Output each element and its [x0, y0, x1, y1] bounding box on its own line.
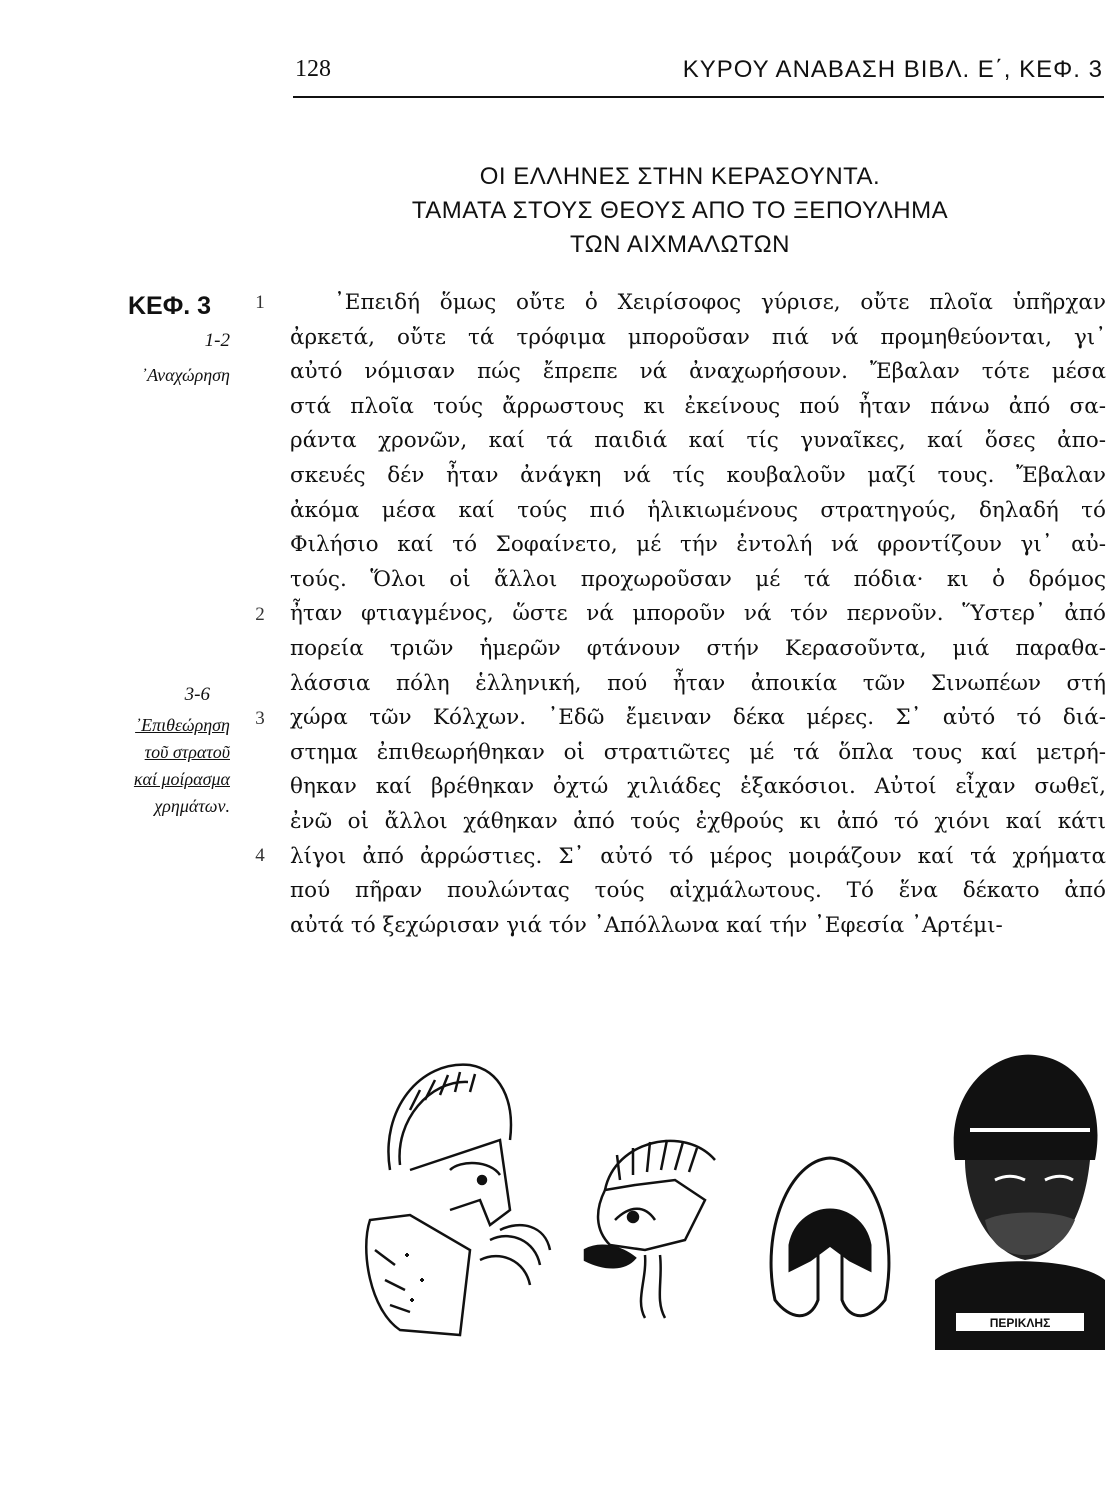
page-number: 128: [295, 56, 331, 82]
margin-topic-2-line-4: χρημάτων.: [154, 796, 230, 816]
section-number-1: 1: [255, 292, 265, 313]
running-title: ΚΥΡΟΥ ΑΝΑΒΑΣΗ ΒΙΒΛ. Ε΄, ΚΕΦ. 3: [682, 56, 1103, 83]
body-line: στά πλοῖα τούς ἄρρωστους κι ἐκείνους πού ἦταν πάνω ἀπό σα-: [290, 393, 1106, 419]
body-line: λίγοι ἀπό ἀρρώστιες. Σ᾿ αὐτό τό μέρος μοιράζουν καί τά χρήματα: [290, 843, 1106, 869]
chapter-title: [330, 160, 1030, 262]
page-header: [295, 56, 1103, 92]
chapter-title-line-2: ΤΑΜΑΤΑ ΣΤΟΥΣ ΘΕΟΥΣ ΑΠΟ ΤΟ ΞΕΠΟΥΛΗΜΑ: [411, 197, 949, 224]
body-line: πορεία τριῶν ἡμερῶν φτάνουν στήν Κερασοῦντα, μιά παραθα-: [290, 635, 1106, 661]
illustrations: [350, 1050, 1110, 1350]
chapter-title-line-3: ΤΩΝ ΑΙΧΜΑΛΩΤΩΝ: [570, 231, 790, 258]
margin-chapter-label: ΚΕΦ. 3: [128, 292, 212, 320]
body-line: Φιλήσιο καί τό Σοφαίνετο, μέ τήν ἐντολή νά φροντίζουν γι᾿ αὐ-: [290, 532, 1106, 558]
margin-topic-2: [60, 712, 230, 820]
body-line: πού πῆραν πουλώντας τούς αἰχμάλωτους. Τό ἕνα δέκατο ἀπό: [290, 878, 1106, 904]
body-line: τούς. Ὅλοι οἱ ἄλλοι προχωροῦσαν μέ τά πόδια· κι ὁ δρόμος: [290, 566, 1106, 592]
body-line: λάσσια πόλη ἑλληνική, πού ἦταν ἀποικία τῶν Σινωπέων στή: [290, 670, 1106, 696]
body-line: σκευές δέν ἦταν ἀνάγκη νά τίς κουβαλοῦν μαζί τους. Ἔβαλαν: [290, 462, 1106, 488]
body-line: αὐτό νόμισαν πώς ἔπρεπε νά ἀναχωρήσουν. Ἔβαλαν τότε μέσα: [290, 359, 1106, 385]
margin-range-2: 3-6: [184, 684, 210, 705]
body-line: στημα ἐπιθεωρήθηκαν οἱ στρατιῶτες μέ τά ὅπλα τους καί μετρή-: [290, 739, 1106, 765]
corinthian-helmet-illustration: [760, 1150, 900, 1330]
margin-range-1: 1-2: [204, 330, 230, 351]
pericles-bust-illustration: [925, 1050, 1110, 1350]
bust-inscription: ΠΕΡΙΚΛΗΣ: [989, 1316, 1051, 1330]
body-line: ράντα χρονῶν, καί τά παιδιά καί τίς γυναῖκες, καί ὅσες ἀπο-: [290, 428, 1106, 454]
body-text: [290, 286, 1106, 943]
header-rule: [293, 96, 1104, 98]
body-line: θηκαν καί βρέθηκαν ὀχτώ χιλιάδες ἑξακόσιοι. Αὐτοί εἶχαν σωθεῖ,: [290, 774, 1106, 800]
body-line: ᾿Επειδή ὅμως οὔτε ὁ Χειρίσοφος γύρισε, οὔτε πλοῖα ὑπῆρχαν: [334, 290, 1106, 315]
margin-topic-1: ᾿Αναχώρηση: [141, 365, 230, 385]
margin-topic-2-line-1: ᾿Επιθεώρηση: [135, 715, 230, 735]
body-line: αὐτά τό ξεχώρισαν γιά τόν ᾿Απόλλωνα καί τήν ᾿Εφεσία ᾿Αρτέμι-: [290, 912, 1003, 938]
body-line: ἀκόμα μέσα καί τούς πιό ἡλικιωμένους στρατηγούς, δηλαδή τό: [290, 497, 1106, 523]
margin-topic-2-line-3: καί μοίρασμα: [133, 769, 230, 789]
margin-topic-2-line-2: τοῦ στρατοῦ: [144, 742, 230, 762]
warrior-figure-illustration: [350, 1050, 560, 1350]
body-line: ἀρκετά, οὔτε τά τρόφιμα μποροῦσαν πιά νά προμηθεύονται, γι᾿: [290, 324, 1106, 350]
chapter-title-line-1: ΟΙ ΕΛΛΗΝΕΣ ΣΤΗΝ ΚΕΡΑΣΟΥΝΤΑ.: [479, 163, 881, 190]
section-number-4: 4: [255, 845, 265, 866]
body-line: χώρα τῶν Κόλχων. ᾿Εδῶ ἔμειναν δέκα μέρες. Σ᾿ αὐτό τό διά-: [290, 705, 1106, 731]
section-number-2: 2: [255, 604, 265, 625]
body-line: ἦταν φτιαγμένος, ὥστε νά μποροῦν νά τόν περνοῦν. Ὕστερ᾿ ἀπό: [290, 601, 1106, 627]
helmeted-head-profile-illustration: [575, 1120, 725, 1320]
body-line: ἐνῶ οἱ ἄλλοι χάθηκαν ἀπό τούς ἐχθρούς κι ἀπό τό χιόνι καί κάτι: [290, 808, 1106, 834]
section-number-3: 3: [255, 708, 265, 729]
